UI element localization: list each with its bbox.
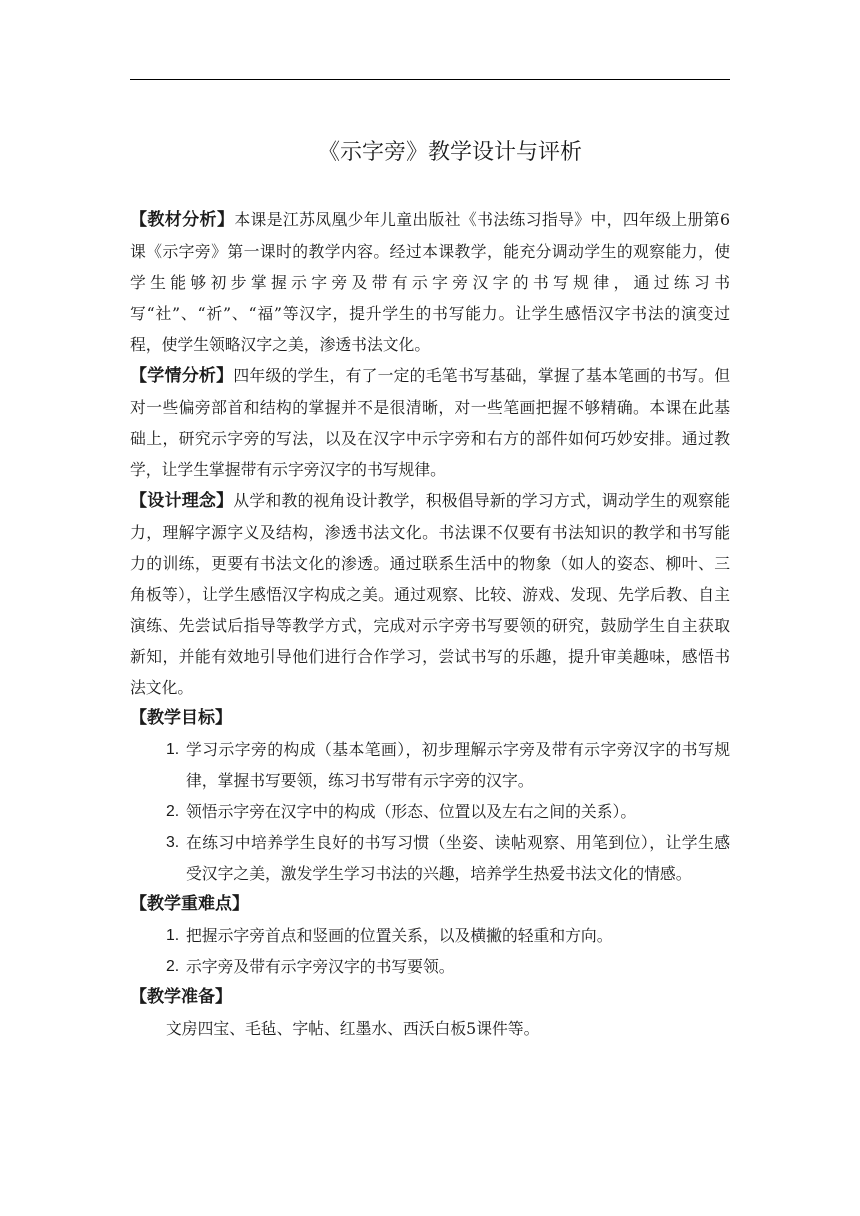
list-text: 把握示字旁首点和竖画的位置关系，以及横撇的轻重和方向。 bbox=[186, 926, 613, 945]
materials-section bbox=[130, 204, 730, 360]
list-number: 2. bbox=[166, 958, 180, 975]
students-text: 四年级的学生，有了一定的毛笔书写基础，掌握了基本笔画的书写。但对一些偏旁部首和结构的掌握并不是很清晰，对一些笔画把握不够精确。本课在此基础上，研究示字旁的写法，以及在汉字中示字旁和右方的部件如何巧妙安排。通过教学，让学生掌握带有示字旁汉字的书写规律。 bbox=[130, 366, 730, 479]
list-text: 在练习中培养学生良好的书写习惯（坐姿、读帖观察、用笔到位），让学生感受汉字之美，激发学生学习书法的兴趣，培养学生热爱书法文化的情感。 bbox=[186, 833, 730, 883]
design-section bbox=[130, 485, 730, 703]
goals-list bbox=[130, 734, 730, 889]
document-title: 《示字旁》教学设计与评析 bbox=[317, 140, 582, 165]
preparation-heading: 【教学准备】 bbox=[130, 987, 232, 1007]
students-heading: 【学情分析】 bbox=[130, 366, 234, 386]
list-number: 1. bbox=[166, 741, 180, 758]
keypoints-heading: 【教学重难点】 bbox=[130, 894, 249, 914]
list-item bbox=[130, 920, 730, 951]
document-body bbox=[130, 204, 730, 1044]
design-heading: 【设计理念】 bbox=[130, 491, 234, 511]
list-number: 3. bbox=[166, 834, 180, 851]
materials-text: 本课是江苏凤凰少年儿童出版社《书法练习指导》中，四年级上册第6课《示字旁》第一课时的教学内容。经过本课教学，能充分调动学生的观察能力，使学生能够初步掌握示字旁及带有示字旁汉字的书写规律，通过练习书写“社”、“祈”、“福”等汉字，提升学生的书写能力。让学生感悟汉字书法的演变过程，使学生领略汉字之美，渗透书法文化。 bbox=[130, 210, 730, 354]
list-item bbox=[130, 827, 730, 889]
list-text: 领悟示字旁在汉字中的构成（形态、位置以及左右之间的关系）。 bbox=[186, 802, 637, 821]
preparation-text: 文房四宝、毛毡、字帖、红墨水、西沃白板5课件等。 bbox=[166, 1019, 540, 1038]
list-number: 2. bbox=[166, 803, 180, 820]
design-text: 从学和教的视角设计教学，积极倡导新的学习方式，调动学生的观察能力，理解字源字义及结构，渗透书法文化。书法课不仅要有书法知识的教学和书写能力的训练，更要有书法文化的渗透。通过联系生活中的物象（如人的姿态、柳叶、三角板等），让学生感悟汉字构成之美。通过观察、比较、游戏、发现、先学后教、自主演练、先尝试后指导等教学方式，完成对示字旁书写要领的研究，鼓励学生自主获取新知，并能有效地引导他们进行合作学习，尝试书写的乐趣，提升审美趣味，感悟书法文化。 bbox=[130, 491, 730, 697]
list-item bbox=[130, 951, 730, 982]
keypoints-list bbox=[130, 920, 730, 982]
header-rule bbox=[130, 79, 730, 80]
list-text: 示字旁及带有示字旁汉字的书写要领。 bbox=[186, 957, 455, 976]
list-text: 学习示字旁的构成（基本笔画），初步理解示字旁及带有示字旁汉字的书写规律，掌握书写要领，练习书写带有示字旁的汉字。 bbox=[186, 740, 730, 790]
list-number: 1. bbox=[166, 927, 180, 944]
students-section bbox=[130, 360, 730, 485]
list-item bbox=[130, 796, 730, 827]
list-item bbox=[130, 734, 730, 796]
goals-heading: 【教学目标】 bbox=[130, 708, 232, 728]
materials-heading: 【教材分析】 bbox=[130, 210, 235, 230]
